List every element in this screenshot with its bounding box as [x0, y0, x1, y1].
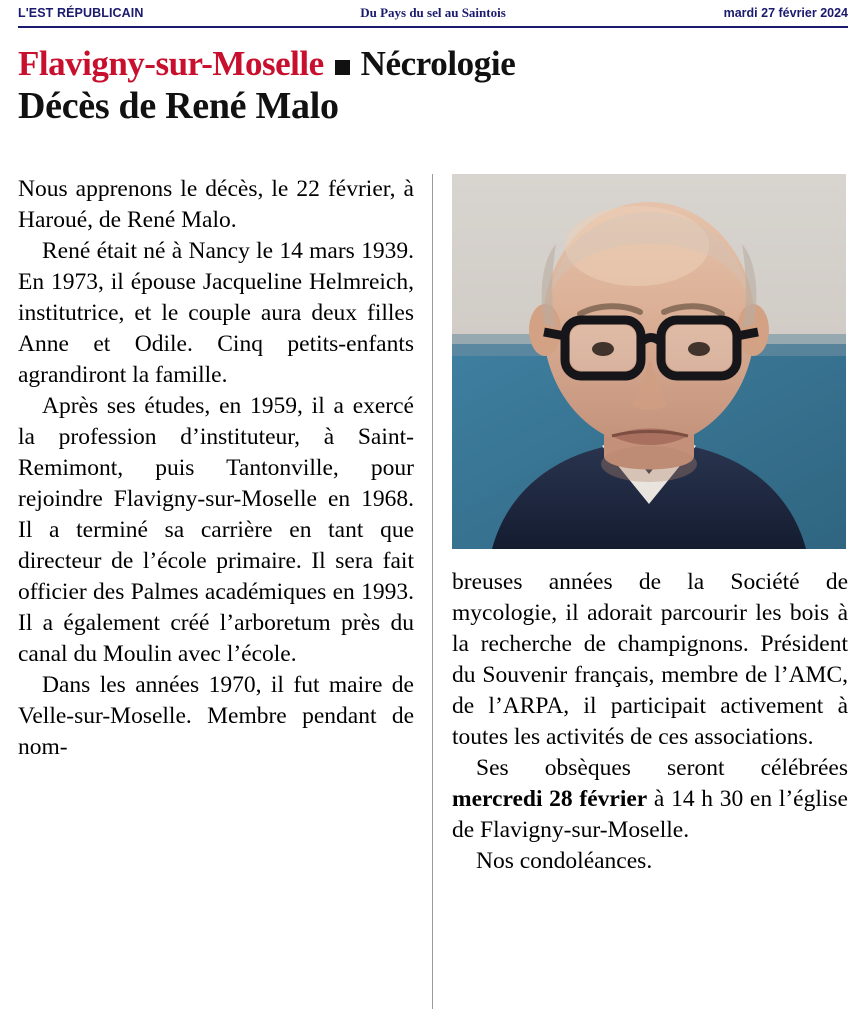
- article-left-column: [18, 174, 414, 763]
- funeral-text-before: Ses obsèques seront célébrées: [476, 754, 848, 781]
- page-title: Décès de René Malo: [18, 85, 339, 127]
- headline-kicker-row: [18, 44, 848, 84]
- paragraph: Dans les années 1970, il fut maire de Velle-sur-Moselle. Membre pendant de nom-: [18, 672, 414, 761]
- paragraph: breuses années de la Société de mycologie, il adorait parcourir les bois à la recherche de champignons. Président du Souvenir français, membre de l’AMC, de l’ARPA, il participait activement à toutes les activités de ces associations.: [452, 568, 848, 750]
- kicker-place: Flavigny-sur-Moselle: [18, 44, 324, 83]
- paragraph-condolences: Nos condoléances.: [476, 847, 653, 874]
- paragraph: Après ses études, en 1959, il a exercé la profession d’instituteur, à Saint-Remimont, puis Tantonville, pour rejoindre Flavigny-sur-Moselle en 1968. Il a terminé sa carrière en tant que directeur de l’école primaire. Il sera fait officier des Palmes académiques en 1993. Il a également créé l’arboretum près du canal du Moulin avec l’école.: [18, 392, 414, 668]
- masthead: [18, 0, 848, 28]
- article-right-column: [452, 174, 848, 877]
- publication-name: L'EST RÉPUBLICAIN: [18, 6, 144, 20]
- edition-name: Du Pays du sel au Saintois: [360, 5, 506, 20]
- column-divider: [432, 174, 433, 1009]
- photo-spacer: [452, 174, 848, 567]
- paragraph-funeral: [452, 753, 848, 846]
- publication-date: mardi 27 février 2024: [723, 6, 848, 20]
- article-body: [18, 174, 848, 1009]
- square-bullet-icon: [335, 60, 350, 75]
- funeral-text-after: à 14 h 30 en l’église de Flavigny-sur-Moselle.: [452, 785, 848, 843]
- paragraph: René était né à Nancy le 14 mars 1939. En 1973, il épouse Jacqueline Helmreich, institutrice, et le couple aura deux filles Anne et Odile. Cinq petits-enfants agrandiront la famille.: [18, 237, 414, 388]
- paragraph: Nous apprenons le décès, le 22 février, à Haroué, de René Malo.: [18, 175, 414, 233]
- funeral-date: mercredi 28 février: [452, 785, 648, 812]
- kicker-section: Nécrologie: [360, 44, 516, 83]
